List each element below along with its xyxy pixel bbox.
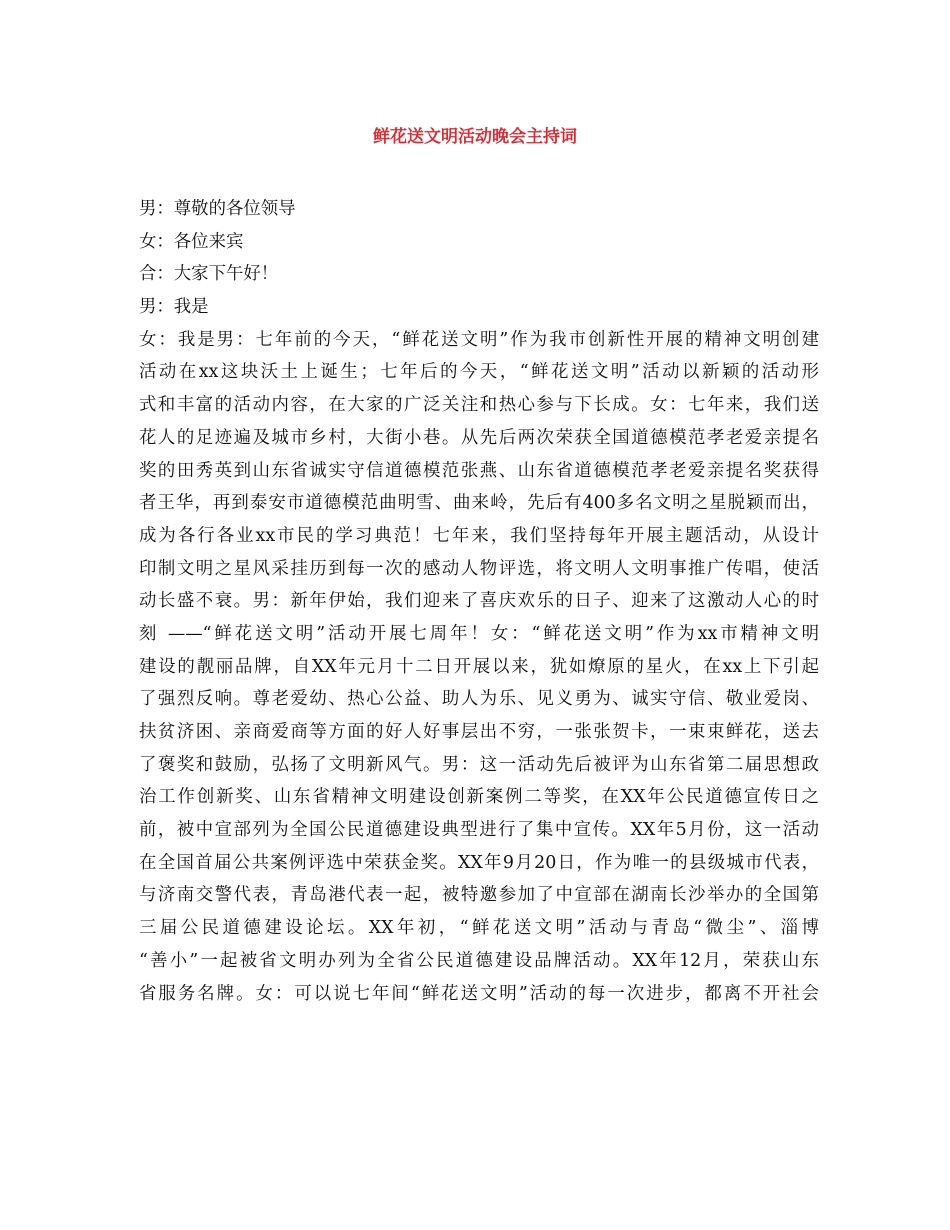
text-line: 三届公民道德建设论坛。XX年初，“鲜花送文明”活动与青岛“微尘”、淄博 — [139, 918, 819, 939]
text-line: 前，被中宣部列为全国公民道德建设典型进行了集中宣传。XX年5月份，这一活动 — [139, 820, 819, 841]
text-line: 省服务名牌。女：可以说七年间“鲜花送文明”活动的每一次进步，都离不开社会 — [139, 983, 819, 1004]
text-line: 刻 ——“鲜花送文明”活动开展七周年！女：“鲜花送文明”作为xx市精神文明 — [139, 623, 819, 644]
text-line: 扶贫济困、亲商爱商等方面的好人好事层出不穷，一张张贺卡，一束束鲜花，送去 — [139, 722, 819, 742]
text-line: 成为各行各业xx市民的学习典范！七年来，我们坚持每年开展主题活动，从设计 — [139, 525, 819, 546]
document-body — [139, 193, 819, 1010]
text-line: 奖的田秀英到山东省诚实守信道德模范张燕、山东省道德模范孝老爱亲提名奖获得 — [139, 460, 819, 481]
document-title: 鲜花送文明活动晚会主持词 — [373, 127, 577, 147]
text-line: 印制文明之星风采挂历到每一次的感动人物评选，将文明人文明事推广传唱，使活 — [139, 558, 819, 579]
text-line: 与济南交警代表，青岛港代表一起，被特邀参加了中宣部在湖南长沙举办的全国第 — [139, 885, 819, 906]
text-line: 花人的足迹遍及城市乡村，大街小巷。从先后两次荣获全国道德模范孝老爱亲提名 — [139, 427, 819, 448]
text-line: “善小”一起被省文明办列为全省公民道德建设品牌活动。XX年12月，荣获山东 — [139, 950, 819, 971]
text-line: 建设的靓丽品牌，自XX年元月十二日开展以来，犹如燎原的星火，在xx上下引起 — [139, 656, 819, 677]
text-line: 女：我是男：七年前的今天，“鲜花送文明”作为我市创新性开展的精神文明创建 — [139, 329, 819, 350]
text-line: 男：我是 — [139, 297, 209, 318]
text-line: 者王华，再到泰安市道德模范曲明雪、曲来岭，先后有400多名文明之星脱颖而出， — [139, 493, 819, 514]
text-line: 动长盛不衰。男：新年伊始，我们迎来了喜庆欢乐的日子、迎来了这激动人心的时 — [139, 591, 819, 612]
text-line: 了褒奖和鼓励，弘扬了文明新风气。男：这一活动先后被评为山东省第二届思想政 — [139, 754, 819, 775]
text-line: 式和丰富的活动内容，在大家的广泛关注和热心参与下长成。女：七年来，我们送 — [139, 395, 819, 416]
text-line: 合：大家下午好！ — [139, 264, 279, 285]
text-line: 在全国首届公共案例评选中荣获金奖。XX年9月20日，作为唯一的县级城市代表， — [139, 852, 819, 873]
text-line: 男：尊敬的各位领导 — [139, 199, 296, 219]
text-line: 治工作创新奖、山东省精神文明建设创新案例二等奖，在XX年公民道德宣传日之 — [139, 787, 819, 808]
text-line: 女：各位来宾 — [139, 231, 244, 252]
text-line: 活动在xx这块沃土上诞生；七年后的今天，“鲜花送文明”活动以新颖的活动形 — [139, 362, 819, 383]
text-line: 了强烈反响。尊老爱幼、热心公益、助人为乐、见义勇为、诚实守信、敬业爱岗、 — [139, 689, 819, 710]
